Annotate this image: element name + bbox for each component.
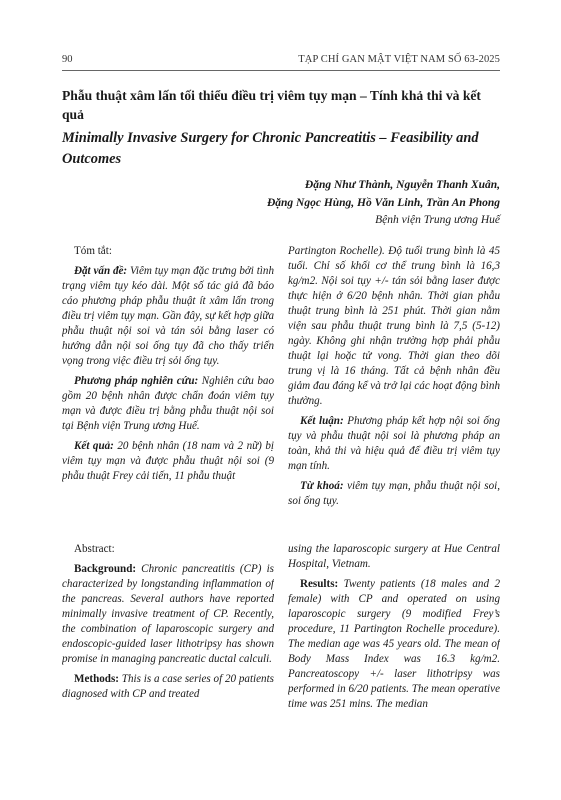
abstract-vi-keywords [288, 479, 500, 509]
affiliation: Bệnh viện Trung ương Huế [375, 214, 500, 226]
abstract-vi-background [62, 264, 274, 369]
text-keywords-vi: viêm tụy mạn, phẫu thuật nội soi, soi ống tụy. [288, 480, 500, 507]
abstract-en-methods-cont: using the laparoscopic surgery at Hue Central Hospital, Vietnam. [288, 543, 500, 570]
abstract-en-background [62, 562, 274, 667]
label-methods-vi: Phương pháp nghiên cứu: [74, 375, 199, 387]
label-background-en: Background: [74, 563, 137, 575]
header-rule [62, 70, 500, 71]
author-line-2: Đặng Ngọc Hùng, Hồ Văn Linh, Trần An Phong [266, 197, 500, 209]
abstract-en-methods [62, 672, 274, 702]
label-conclusion-vi: Kết luận: [300, 415, 344, 427]
abstract-vi-heading: Tóm tắt: [74, 245, 112, 257]
text-results-vi-left: 20 bệnh nhân (18 nam và 2 nữ) bị viêm tụy mạn và được phẫu thuật nội soi (9 phẫu thuật Frey cải tiến, 11 phẫu thuật [62, 440, 274, 482]
abstract-vi-left-column [62, 244, 274, 526]
label-background-vi: Đặt vấn đề: [74, 265, 128, 277]
text-methods-vi: Nghiên cứu bao gồm 20 bệnh nhân được chẩn đoán viêm tụy mạn và được điều trị bằng phẫu thuật nội soi tại Bệnh viện Trung ương Huế. [62, 375, 274, 432]
abstract-en-results [288, 577, 500, 712]
label-methods-en: Methods: [74, 673, 119, 685]
title-english: Minimally Invasive Surgery for Chronic Pancreatitis – Feasibility and Outcomes [62, 130, 479, 167]
text-conclusion-vi: Phương pháp kết hợp nội soi ống tụy và phẫu thuật nội soi là phương pháp an toàn, khả thi và hiệu quả để điều trị viêm tụy mạn tính. [288, 415, 500, 472]
text-background-en: Chronic pancreatitis (CP) is characterized by longstanding inflammation of the pancreas. Several authors have reported minimally invasive treatment of CP. Recently, the combination of laparoscopic surgery and endoscopic-guided laser lithotripsy has shown promise in managing pancreatic ductal calculi. [62, 563, 274, 665]
text-results-en: Twenty patients (18 males and 2 female) with CP and operated on using laparoscopic surgery (9 modified Frey’s procedure, 11 Partington Rochelle procedure). The median age was 45 years old. The mean of Body Mass Index was 16.3 kg/m2. Pancreatoscopy +/- laser lithotripsy was performed in 6/20 patients. The mean operative time was 251 mins. The median [288, 578, 500, 710]
text-background-vi: Viêm tụy mạn đặc trưng bởi tình trạng viêm tụy kéo dài. Một số tác giả đã báo cáo phương pháp phẫu thuật ít xâm lấn trong điều trị viêm tụy mạn. Gần đây, sự kết hợp giữa phẫu thuật nội soi và tán sỏi bằng laser có hướng dẫn nội soi ống tụy đã cho thấy triển vọng trong việc điều trị sỏi ống tụy. [62, 265, 274, 367]
abstract-vi-results [62, 439, 274, 484]
label-results-en: Results: [300, 578, 339, 590]
page-number: 90 [62, 54, 73, 65]
abstract-vi-results-cont: Partington Rochelle). Độ tuổi trung bình là 45 tuổi. Chỉ số khối cơ thể trung bình là 16,3 kg/m2. Nội soi tụy +/- tán sỏi bằng laser được thực hiện ở 6/20 bệnh nhân. Thời gian phẫu thuật trung bình là 251 phút. Thời gian nằm viện sau phẫu thuật trung bình là 7,5 (5-12) ngày. Không ghi nhận trường hợp phải phẫu thuật lại hoặc tử vong. Thời gian theo dõi trung vị là 16 tháng. Tất cả bệnh nhân đều giảm đau đáng kể và trở lại các hoạt động bình thường. [288, 245, 500, 407]
abstract-vi-methods [62, 374, 274, 434]
abstract-en-heading: Abstract: [74, 543, 115, 555]
abstract-vi-right-column [288, 244, 500, 526]
journal-name: TẠP CHÍ GAN MẬT VIỆT NAM SỐ 63-2025 [298, 54, 500, 65]
abstract-vi-conclusion [288, 414, 500, 474]
label-keywords-vi: Từ khoá: [300, 480, 344, 492]
title-vietnamese: Phẫu thuật xâm lấn tối thiểu điều trị viêm tụy mạn – Tính khả thi và kết quả [62, 88, 481, 122]
running-header [62, 54, 500, 68]
abstract-en-right-column [288, 542, 500, 782]
text-methods-en-left: This is a case series of 20 patients diagnosed with CP and treated [62, 673, 274, 700]
abstract-en-left-column [62, 542, 274, 782]
author-line-1: Đặng Như Thành, Nguyễn Thanh Xuân, [304, 179, 500, 191]
label-results-vi: Kết quả: [74, 440, 114, 452]
author-list [120, 176, 500, 212]
